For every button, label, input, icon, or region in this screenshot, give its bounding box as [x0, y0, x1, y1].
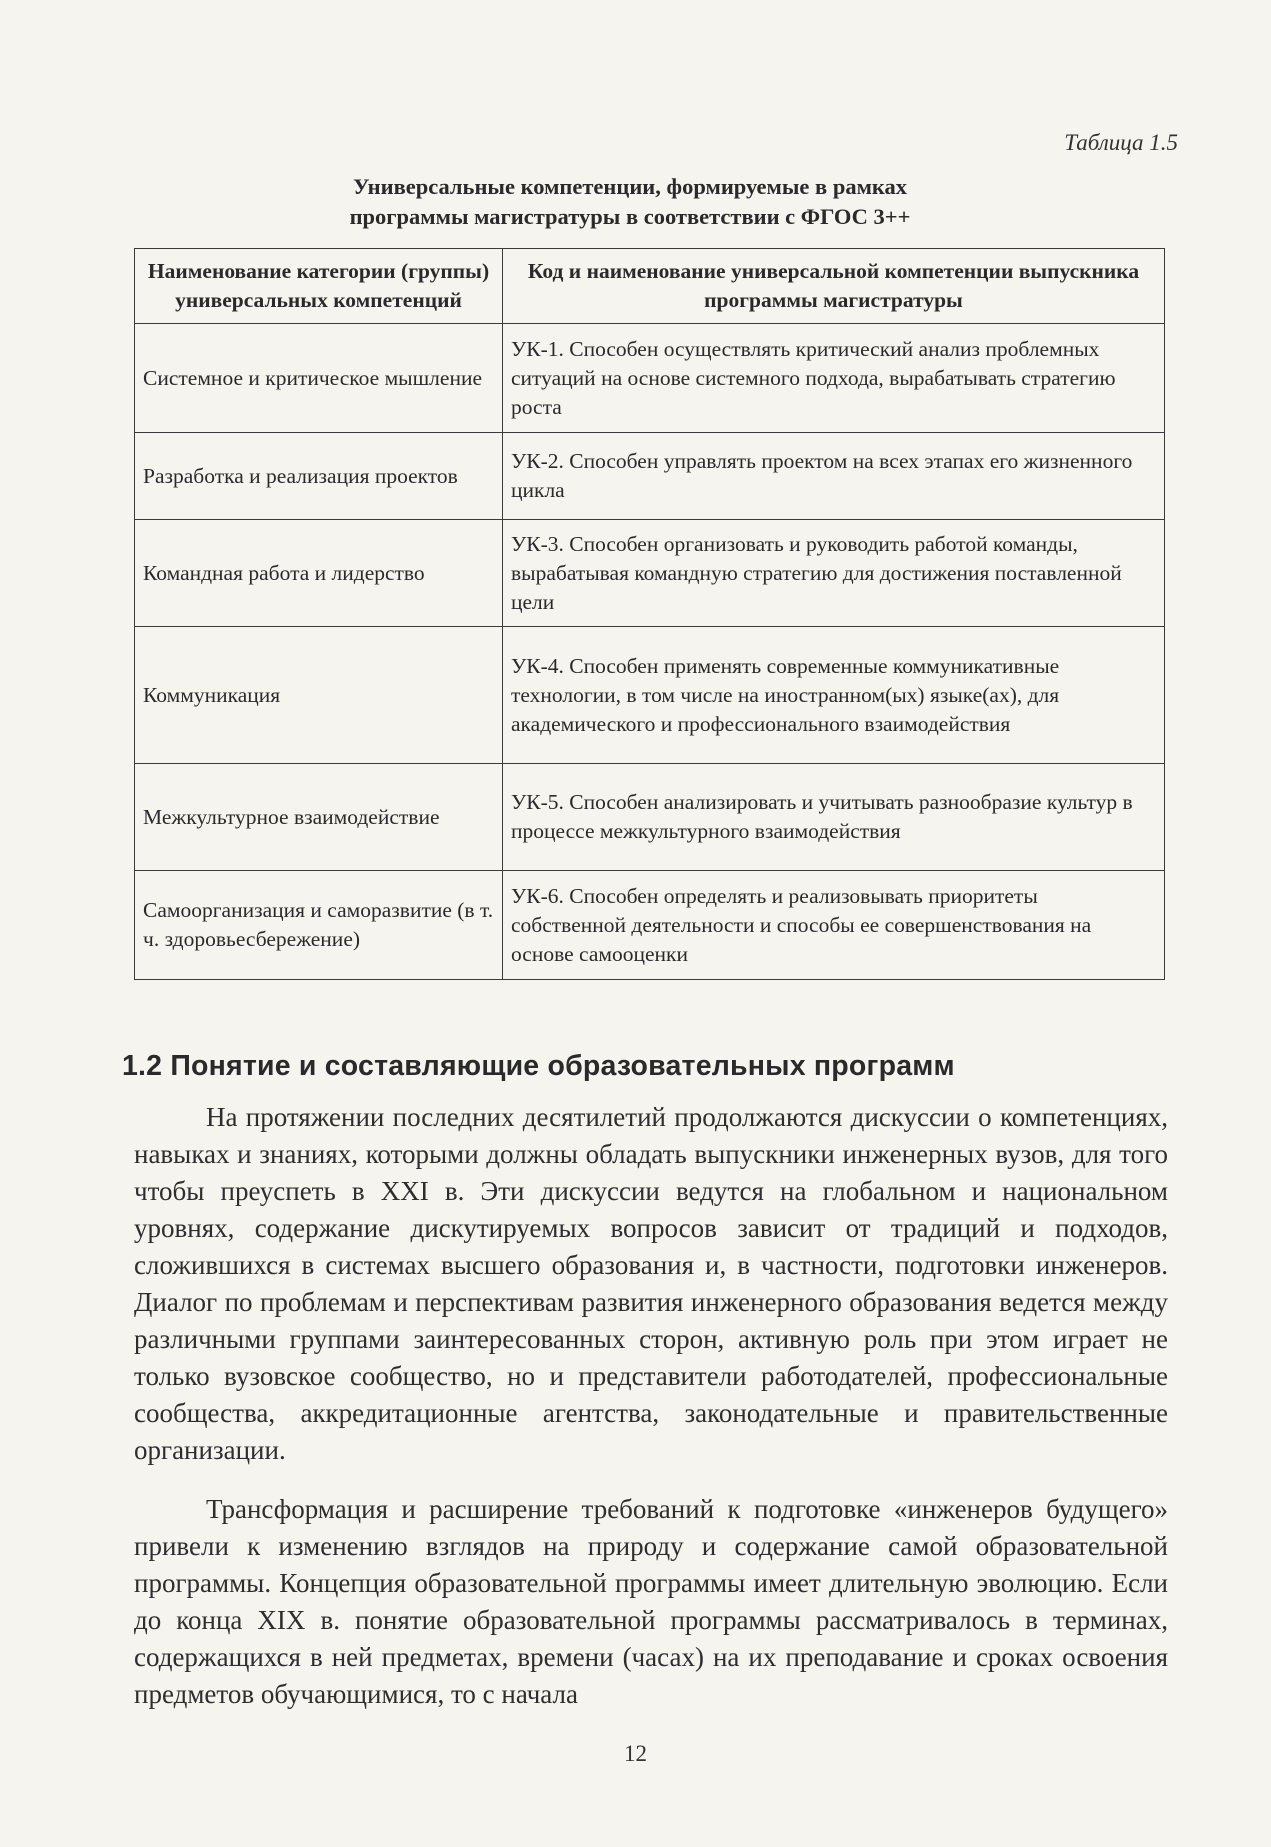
section-heading: 1.2 Понятие и составляющие образовательных программ: [122, 1050, 955, 1082]
table-row: [135, 324, 1165, 433]
competence-cell: УК-6. Способен определять и реализовывать приоритеты собственной деятельности и способы ее совершенствования на основе самооценки: [503, 871, 1165, 980]
table-row: [135, 433, 1165, 520]
table-title: [195, 172, 1065, 232]
table-title-line-1: Универсальные компетенции, формируемые в рамках: [352, 174, 908, 199]
table-title-line-2: программы магистратуры в соответствии с ФГОС 3++: [349, 204, 911, 229]
table-row: [135, 520, 1165, 627]
category-cell: Командная работа и лидерство: [135, 520, 503, 627]
competencies-table: [134, 248, 1165, 980]
category-cell: Разработка и реализация проектов: [135, 433, 503, 520]
competence-cell: УК-3. Способен организовать и руководить работой команды, вырабатывая командную стратегию для достижения поставленной цели: [503, 520, 1165, 627]
category-cell: Системное и критическое мышление: [135, 324, 503, 433]
competence-cell: УК-4. Способен применять современные коммуникативные технологии, в том числе на иностранном(ых) языке(ах), для академического и профессионального взаимодействия: [503, 627, 1165, 764]
category-cell: Межкультурное взаимодействие: [135, 764, 503, 871]
competence-cell: УК-2. Способен управлять проектом на всех этапах его жизненного цикла: [503, 433, 1165, 520]
table-header-row: [135, 249, 1165, 324]
table-row: [135, 871, 1165, 980]
paragraph-1: На протяжении последних десятилетий продолжаются дискуссии о компетенциях, навыках и знаниях, которыми должны обладать выпускники инженерных вузов, для того чтобы преуспеть в XXI в. Эти дискуссии ведутся на глобальном и национальном уровнях, содержание дискутируемых вопросов зависит от традиций и подходов, сложившихся в системах высшего образования и, в частности, подготовки инженеров. Диалог по проблемам и перспективам развития инженерного образования ведется между различными группами заинтересованных сторон, активную роль при этом играет не только вузовское сообщество, но и представители работодателей, профессиональные сообщества, аккредитационные агентства, законодательные и правительственные организации.: [134, 1102, 1168, 1465]
table-label: Таблица 1.5: [1064, 130, 1178, 155]
category-cell: Коммуникация: [135, 627, 503, 764]
table-row: [135, 764, 1165, 871]
header-competence: Код и наименование универсальной компетенции выпускника программы магистратуры: [503, 249, 1165, 324]
competence-cell: УК-1. Способен осуществлять критический анализ проблемных ситуаций на основе системного подхода, вырабатывать стратегию роста: [503, 324, 1165, 433]
category-cell: Самоорганизация и саморазвитие (в т. ч. здоровьесбережение): [135, 871, 503, 980]
page-number: 12: [624, 1741, 647, 1766]
competence-cell: УК-5. Способен анализировать и учитывать разнообразие культур в процессе межкультурного взаимодействия: [503, 764, 1165, 871]
header-category: Наименование категории (группы) универсальных компетенций: [135, 249, 503, 324]
table-row: [135, 627, 1165, 764]
paragraph-2: Трансформация и расширение требований к подготовке «инженеров будущего» привели к изменению взглядов на природу и содержание самой образовательной программы. Концепция образовательной программы имеет длительную эволюцию. Если до конца XIX в. понятие образовательной программы рассматривалось в терминах, содержащихся в ней предметах, времени (часах) на их преподавание и сроках освоения предметов обучающимися, то с начала: [134, 1494, 1168, 1709]
